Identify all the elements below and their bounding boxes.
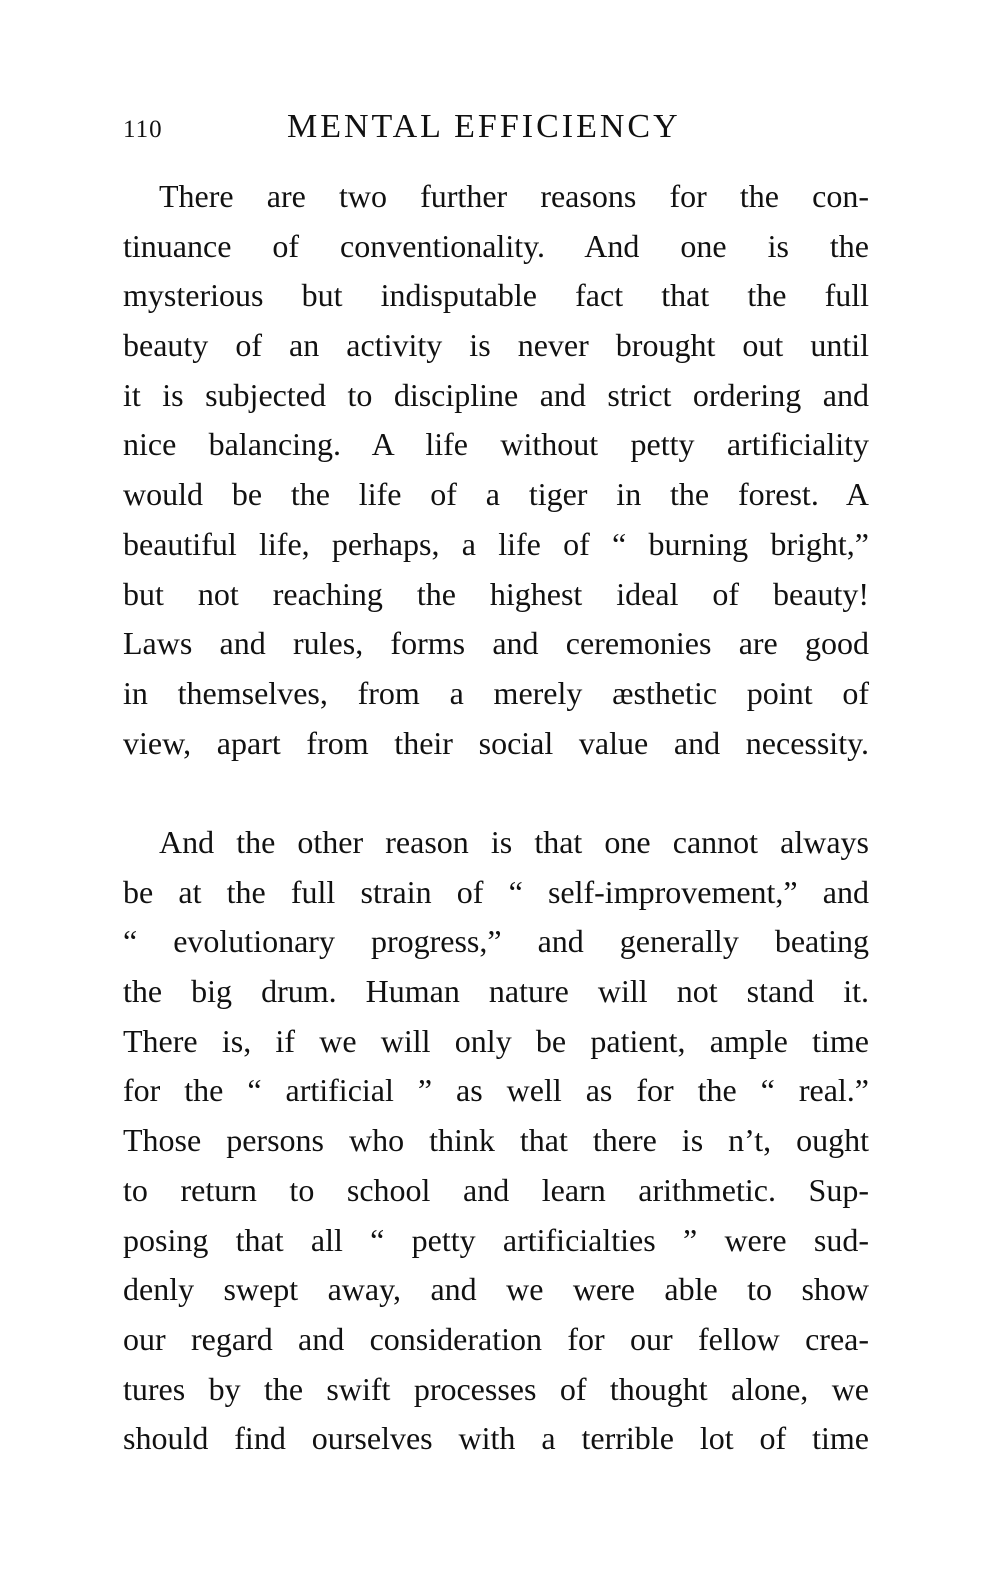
- text-line: Those persons who think that there is n’t, ought: [123, 1122, 869, 1159]
- text-line: denly swept away, and we were able to show: [123, 1271, 869, 1308]
- paragraph-1: [123, 172, 869, 768]
- text-line: There are two further reasons for the con-: [159, 178, 869, 214]
- page-number: 110: [123, 116, 163, 143]
- text-line: beautiful life, perhaps, a life of “ burning bright,”: [123, 525, 869, 562]
- running-title: MENTAL EFFICIENCY: [287, 108, 681, 145]
- text-line: in themselves, from a merely æsthetic point of: [123, 674, 869, 711]
- text-line: nice balancing. A life without petty artificiality: [123, 426, 869, 463]
- text-line: tinuance of conventionality. And one is the: [123, 227, 869, 264]
- text-line: posing that all “ petty artificialties ” were sud-: [123, 1221, 869, 1258]
- text-line: to return to school and learn arithmetic. Sup-: [123, 1171, 869, 1208]
- text-line: mysterious but indisputable fact that the full: [123, 277, 869, 314]
- running-head: [123, 108, 873, 158]
- text-line: beauty of an activity is never brought out until: [123, 327, 869, 364]
- text-line: view, apart from their social value and necessity.: [123, 724, 869, 761]
- text-line: the big drum. Human nature will not stand it.: [123, 973, 869, 1010]
- paragraph-2: [123, 818, 869, 1464]
- text-line: And the other reason is that one cannot always: [159, 824, 869, 860]
- text-line: but not reaching the highest ideal of beauty!: [123, 575, 869, 612]
- text-line: There is, if we will only be patient, ample time: [123, 1022, 869, 1059]
- text-line: be at the full strain of “ self-improvement,” and: [123, 873, 869, 910]
- text-line: would be the life of a tiger in the forest. A: [123, 476, 869, 513]
- text-line: tures by the swift processes of thought alone, we: [123, 1370, 869, 1407]
- text-line: it is subjected to discipline and strict ordering and: [123, 376, 869, 413]
- text-line: for the “ artificial ” as well as for the “ real.”: [123, 1072, 869, 1109]
- text-line: our regard and consideration for our fellow crea-: [123, 1320, 869, 1357]
- text-line: should find ourselves with a terrible lot of time: [123, 1420, 869, 1457]
- text-line: Laws and rules, forms and ceremonies are good: [123, 625, 869, 662]
- text-line: “ evolutionary progress,” and generally beating: [123, 923, 869, 960]
